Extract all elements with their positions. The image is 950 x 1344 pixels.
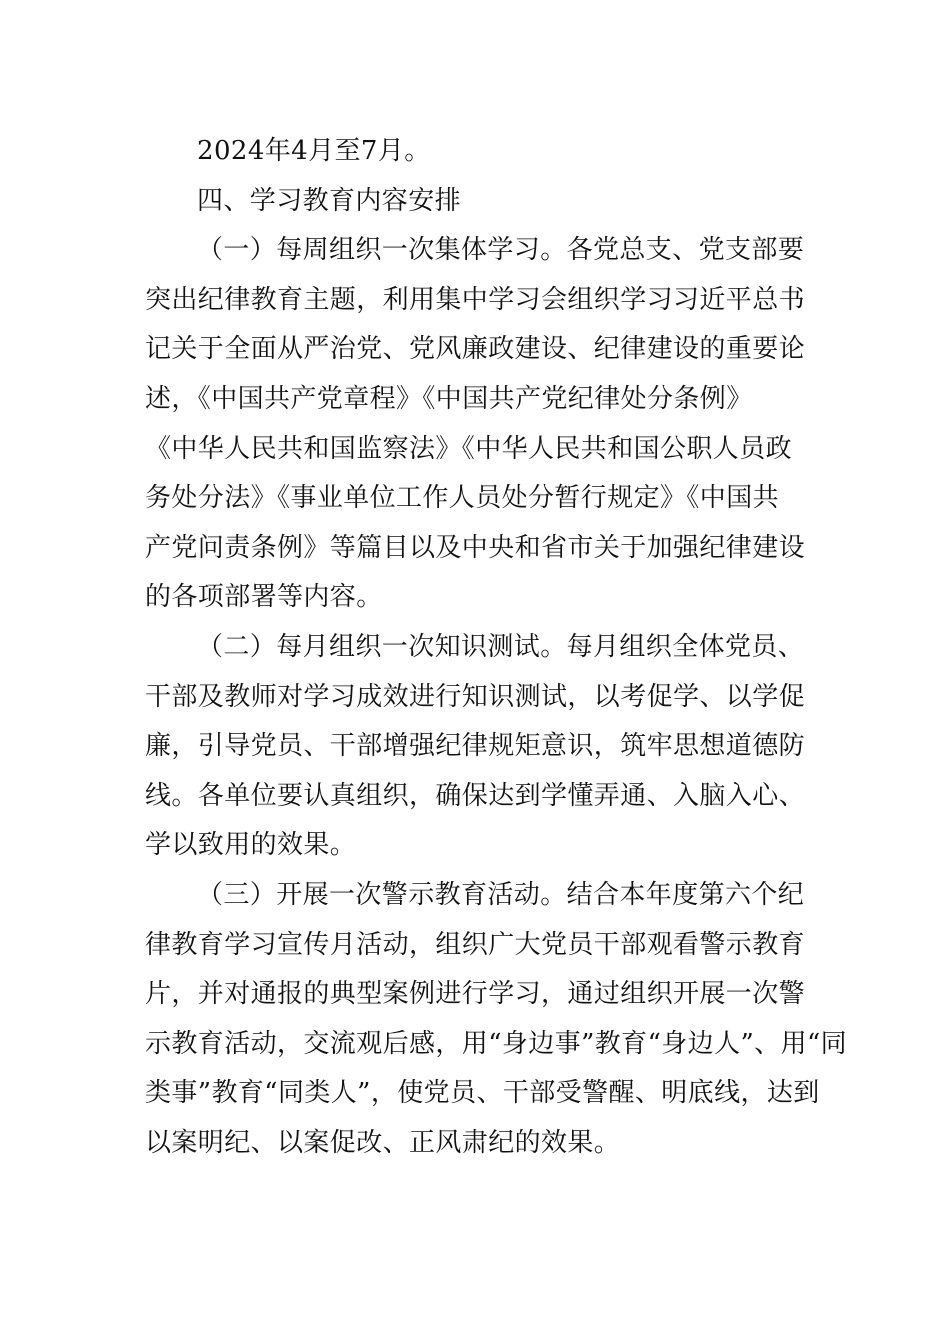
- paragraph-1-line-3: 记关于全面从严治党、党风廉政建设、纪律建设的重要论: [145, 334, 806, 365]
- paragraph-2-line-2: 干部及教师对学习成效进行知识测试，以考促学、以学促: [145, 681, 806, 712]
- paragraph-3-line-5: 类事”教育“同类人”，使党员、干部受警醒、明底线，达到: [145, 1078, 820, 1109]
- paragraph-3-line-3: 片，并对通报的典型案例进行学习，通过组织开展一次警: [145, 979, 806, 1010]
- section-heading: 四、学习教育内容安排: [197, 185, 462, 216]
- paragraph-3-line-4: 示教育活动，交流观后感，用“身边事”教育“身边人”、用“同: [145, 1028, 848, 1059]
- paragraph-1-line-7: 产党问责条例》等篇目以及中央和省市关于加强纪律建设: [145, 532, 806, 563]
- document-body: [145, 127, 848, 1168]
- paragraph-3-line-6: 以案明纪、以案促改、正风肃纪的效果。: [145, 1127, 621, 1158]
- paragraph-2-line-5: 学以致用的效果。: [145, 830, 357, 861]
- paragraph-2-line-3: 廉，引导党员、干部增强纪律规矩意识，筑牢思想道德防: [145, 731, 806, 762]
- paragraph-2-line-1: （二）每月组织一次知识测试。每月组织全体党员、: [197, 631, 805, 662]
- paragraph-1-line-4: 述，《中国共产党章程》《中国共产党纪律处分条例》: [145, 383, 753, 414]
- paragraph-3-line-2: 律教育学习宣传月活动，组织广大党员干部观看警示教育: [145, 929, 806, 960]
- paragraph-1-line-8: 的各项部署等内容。: [145, 582, 383, 613]
- paragraph-1-line-2: 突出纪律教育主题，利用集中学习会组织学习习近平总书: [145, 284, 806, 315]
- paragraph-1-line-6: 务处分法》《事业单位工作人员处分暂行规定》《中国共: [145, 483, 780, 514]
- paragraph-1-line-1: （一）每周组织一次集体学习。各党总支、党支部要: [197, 235, 805, 266]
- date-range-line: 2024年4月至7月。: [197, 136, 431, 166]
- paragraph-1-line-5: 《中华人民共和国监察法》《中华人民共和国公职人员政: [145, 433, 793, 464]
- paragraph-3-line-1: （三）开展一次警示教育活动。结合本年度第六个纪: [197, 879, 805, 910]
- paragraph-2-line-4: 线。各单位要认真组织，确保达到学懂弄通、入脑入心、: [145, 780, 806, 811]
